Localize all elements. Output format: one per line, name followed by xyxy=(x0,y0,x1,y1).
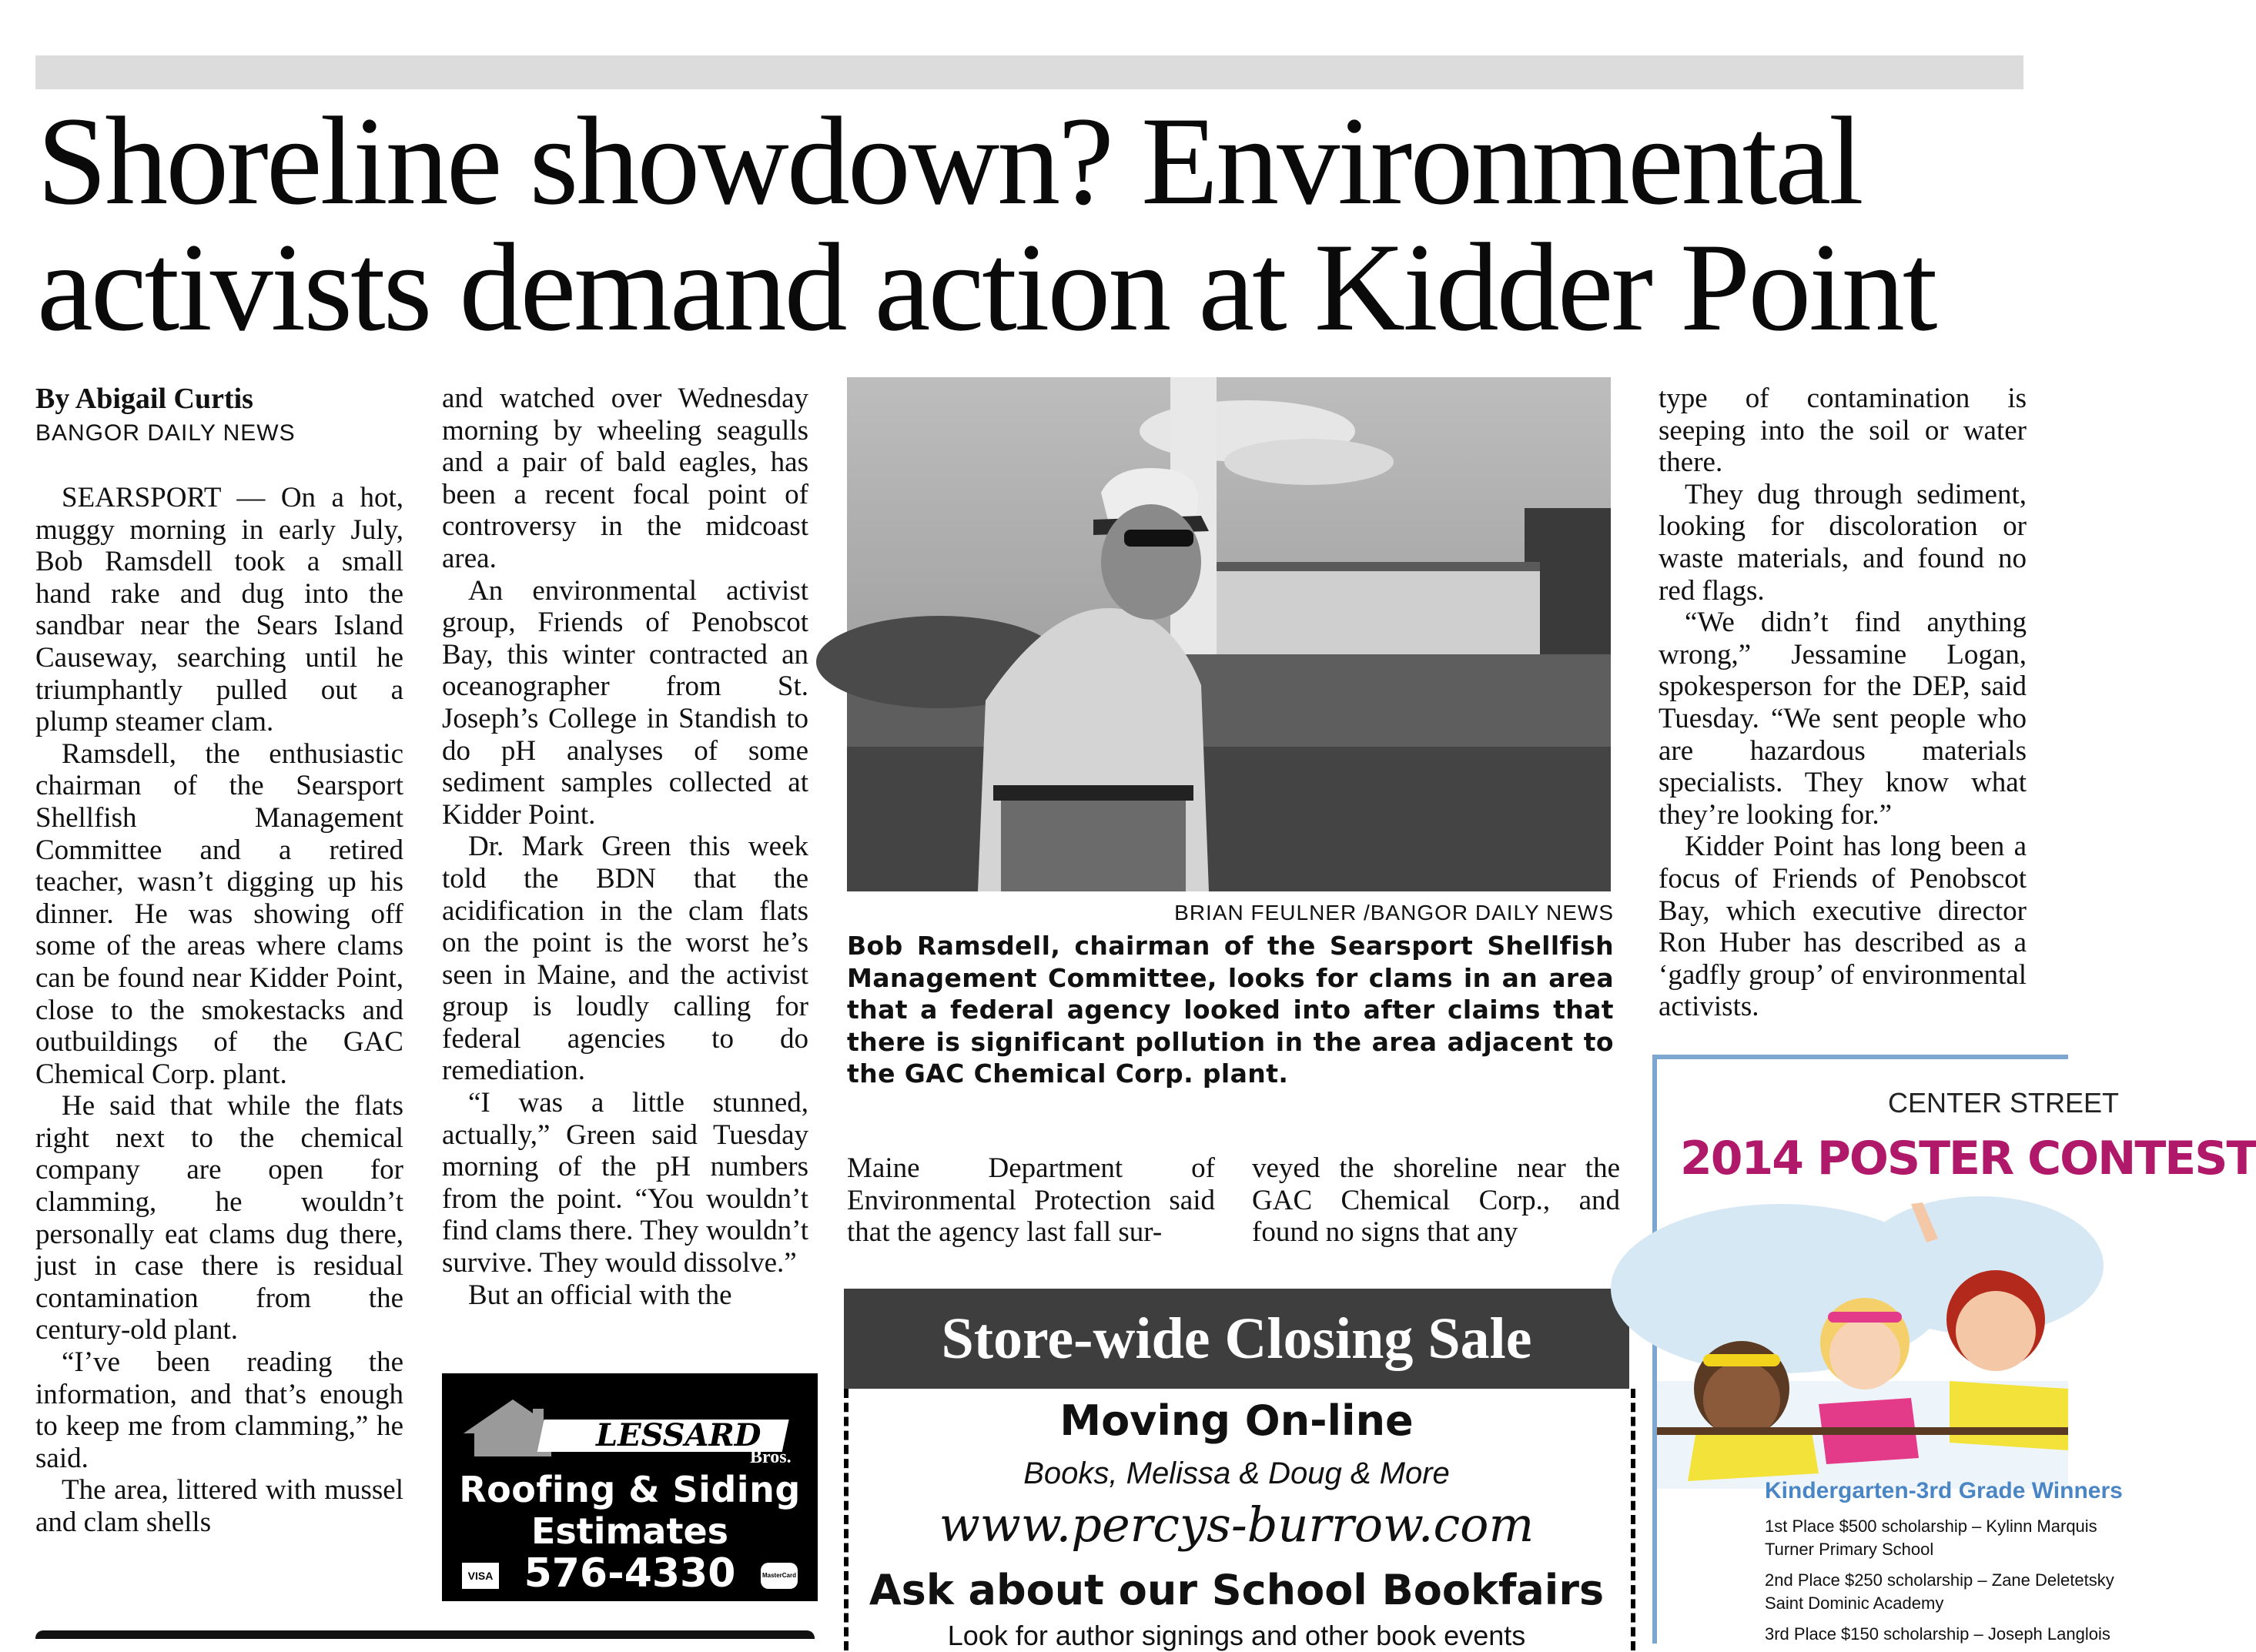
poster-grade: Kindergarten-3rd Grade Winners xyxy=(1765,1478,2123,1503)
lessard-line-2: Estimates xyxy=(531,1510,729,1552)
mastercard-icon: MasterCard xyxy=(761,1563,798,1589)
header-rule xyxy=(35,55,2023,89)
article-column-4 xyxy=(1659,383,2027,1023)
poster-place: 2nd Place $250 scholarship – Zane Deletetsky xyxy=(1765,1570,2114,1590)
percy-line-2: Books, Melissa & Doug & More xyxy=(1023,1456,1450,1490)
paragraph: type of contamination is seeping into the soil or water there. xyxy=(1659,383,2027,479)
paragraph: Kidder Point has long been a focus of Friends of Penobscot Bay, which executive director Ron Huber has described as a ‘gadfly group’ of environmental activists. xyxy=(1659,831,2027,1023)
paragraph: veyed the shoreline near the GAC Chemical Corp., and found no signs that any xyxy=(1252,1152,1620,1249)
paragraph: The area, littered with mussel and clam shells xyxy=(35,1474,403,1538)
percy-line-3: Ask about our School Bookfairs xyxy=(869,1566,1605,1614)
poster-head: CENTER STREET xyxy=(1888,1087,2120,1119)
photo-credit: BRIAN FEULNER /BANGOR DAILY NEWS xyxy=(1174,901,1614,925)
percy-line-1: Moving On-line xyxy=(1059,1396,1414,1445)
photo-illustration xyxy=(847,377,1611,891)
lessard-logo-text: LESSARD xyxy=(596,1417,761,1453)
paragraph: SEARSPORT — On a hot, muggy morning in early July, Bob Ramsdell took a small hand rake and dug into the sandbar near the Sears Island Causeway, searching until he triumphantly pulled out a plump steamer clam. xyxy=(35,482,403,738)
paragraph: Dr. Mark Green this week told the BDN that the acidification in the clam flats on the point is the worst he’s seen in Maine, and the activist group is loudly calling for federal agencies to do remediation. xyxy=(442,831,808,1087)
lessard-logo-sub: Bros. xyxy=(750,1447,792,1467)
lessard-line-1: Roofing & Siding xyxy=(459,1469,801,1510)
article-column-1 xyxy=(35,482,403,1539)
percy-line-4: Look for author signings and other book events xyxy=(947,1620,1526,1651)
poster-contest-ad xyxy=(1652,1055,2256,1644)
children-illustration xyxy=(1657,1196,2068,1489)
paragraph: “We didn’t find anything wrong,” Jessamine Logan, spokesperson for the DEP, said Tuesday. “We sent people who are hazardous materials specialists. They know what they’re looking for.” xyxy=(1659,607,2027,831)
visa-card-icon: VISA xyxy=(462,1563,499,1589)
poster-place: Saint Dominic Academy xyxy=(1765,1593,1944,1613)
poster-place: 1st Place $500 scholarship – Kylinn Marquis xyxy=(1765,1517,2097,1536)
paragraph: They dug through sediment, looking for discoloration or waste materials, and found no red flags. xyxy=(1659,478,2027,607)
poster-title: 2014 POSTER CONTEST xyxy=(1680,1132,2256,1185)
paragraph: Maine Department of Environmental Protection said that the agency last fall sur- xyxy=(847,1152,1215,1249)
paragraph: Ramsdell, the enthusiastic chairman of the Searsport Shellfish Management Committee and a retired teacher, wasn’t digging up his dinner. He was showing off some of the areas where clams can be found near Kidder Point, close to the smokestacks and outbuildings of the GAC Chemical Corp. plant. xyxy=(35,737,403,1090)
headline-line-2: activists demand action at Kidder Point xyxy=(37,218,1936,357)
paragraph: “I’ve been reading the information, and that’s enough to keep me from clamming,” he said. xyxy=(35,1346,403,1474)
byline-source: BANGOR DAILY NEWS xyxy=(35,420,296,446)
percy-url: www.percys-burrow.com xyxy=(939,1496,1535,1553)
poster-place: 3rd Place $150 scholarship – Joseph Langlois xyxy=(1765,1624,2110,1644)
lessard-roofing-ad xyxy=(442,1373,818,1601)
headline xyxy=(37,92,2039,357)
paragraph: But an official with the xyxy=(468,1279,732,1311)
paragraph: “I was a little stunned, actually,” Green said Tuesday morning of the pH numbers from the point. “You wouldn’t find clams there. They wouldn’t survive. They would dissolve.” xyxy=(442,1087,808,1279)
percy-header: Store-wide Closing Sale xyxy=(844,1289,1629,1389)
next-article-rule xyxy=(35,1630,815,1639)
percys-burrow-ad xyxy=(844,1289,1629,1651)
poster-place: Turner Primary School xyxy=(1765,1540,1934,1559)
photo-caption: Bob Ramsdell, chairman of the Searsport Shellfish Management Committee, looks for clams in an area that a federal agency looked into after claims that there is significant pollution in the area adjacent to the GAC Chemical Corp. plant. xyxy=(847,931,1614,1089)
article-column-3a xyxy=(847,1152,1215,1249)
lessard-phone: 576-4330 xyxy=(524,1550,736,1597)
byline: By Abigail Curtis xyxy=(35,383,253,415)
paragraph: and watched over Wednesday morning by wheeling seagulls and a pair of bald eagles, has been a recent focal point of controversy in the midcoast area. xyxy=(442,383,808,574)
paragraph: An environmental activist group, Friends of Penobscot Bay, this winter contracted an oceanographer from St. Joseph’s College in Standish to do pH analyses of some sediment samples collected at Kidder Point. xyxy=(442,574,808,831)
article-column-2 xyxy=(442,383,808,1311)
paragraph: He said that while the flats right next to the chemical company are open for clamming, he wouldn’t personally eat clams dug there, just in case there is residual contamination from the century-old plant. xyxy=(35,1090,403,1346)
headline-line-1: Shoreline showdown? Environmental xyxy=(37,92,1862,231)
article-column-3b xyxy=(1252,1152,1620,1249)
lessard-logo xyxy=(459,1386,801,1467)
news-photo xyxy=(847,377,1611,891)
